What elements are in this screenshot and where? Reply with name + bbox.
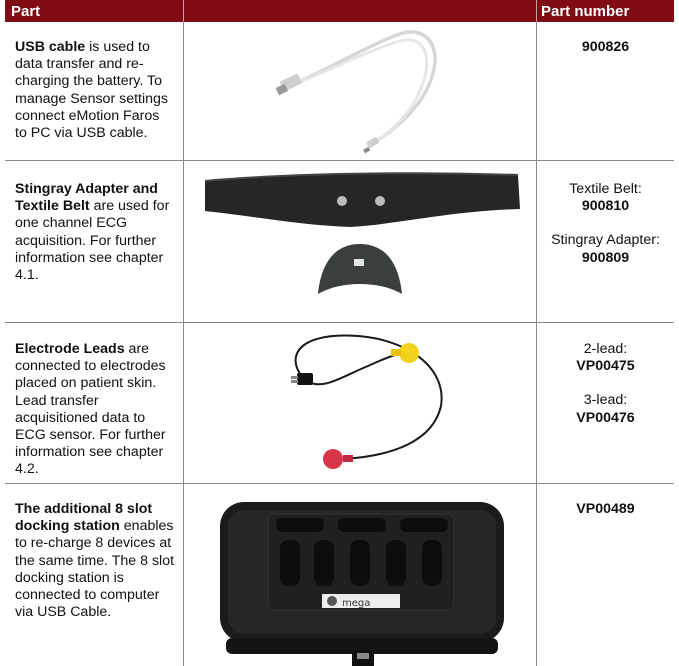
part-description	[15, 501, 175, 621]
part-number: VP00489	[576, 501, 635, 517]
usb-cable-image	[275, 25, 450, 155]
part-number-cell	[537, 501, 674, 518]
dock-logo: mega	[342, 598, 371, 609]
part-number-cell	[537, 39, 674, 56]
part-number-cell	[537, 181, 674, 267]
part-name: The additional 8 slot docking station	[15, 501, 153, 535]
part-number: 900809	[581, 249, 630, 266]
part-number-label: 2-lead:	[583, 341, 628, 357]
part-name: Electrode Leads	[15, 341, 125, 357]
part-description	[15, 341, 175, 479]
docking-station-image	[218, 500, 506, 666]
part-number: VP00475	[576, 358, 635, 375]
part-description	[15, 39, 175, 142]
parts-table	[5, 0, 674, 621]
part-text: are used for one channel ECG acquisition. For further information see chapter 4.1.	[15, 198, 170, 284]
table-row-electrode-leads	[5, 323, 674, 484]
header-divider	[183, 0, 184, 22]
table-row-usb-cable	[5, 22, 674, 161]
header-part-number: Part number	[541, 3, 630, 20]
part-description	[15, 181, 175, 284]
table-row-stingray	[5, 161, 674, 323]
part-number: VP00476	[576, 409, 635, 426]
part-number-cell	[537, 341, 674, 427]
table-header	[5, 0, 674, 22]
part-text: are connected to electrodes placed on patient skin. Lead transfer acquisitioned data to ECG sensor. For further information see chapter 4.2.	[15, 341, 166, 478]
electrode-leads-image	[273, 331, 453, 476]
part-name: Stingray Adapter and Textile Belt	[15, 181, 158, 215]
part-number-label: Textile Belt:	[569, 181, 642, 197]
part-text: is used to data transfer and re-charging the battery. To manage Sensor settings connect eMotion Faros to PC via USB cable.	[15, 39, 169, 142]
part-number: 900810	[581, 198, 630, 215]
part-name: USB cable	[15, 39, 86, 55]
header-part: Part	[11, 3, 41, 20]
part-number: 900826	[581, 39, 630, 55]
part-number-label: Stingray Adapter:	[551, 232, 660, 249]
part-text: enables to re-charge 8 devices at the same time. The 8 slot docking station is connected to computer via USB Cable.	[15, 518, 175, 621]
part-number-label: 3-lead:	[583, 392, 628, 409]
table-row-docking-station	[5, 484, 674, 666]
header-divider	[536, 0, 537, 22]
textile-belt-image	[200, 169, 530, 319]
